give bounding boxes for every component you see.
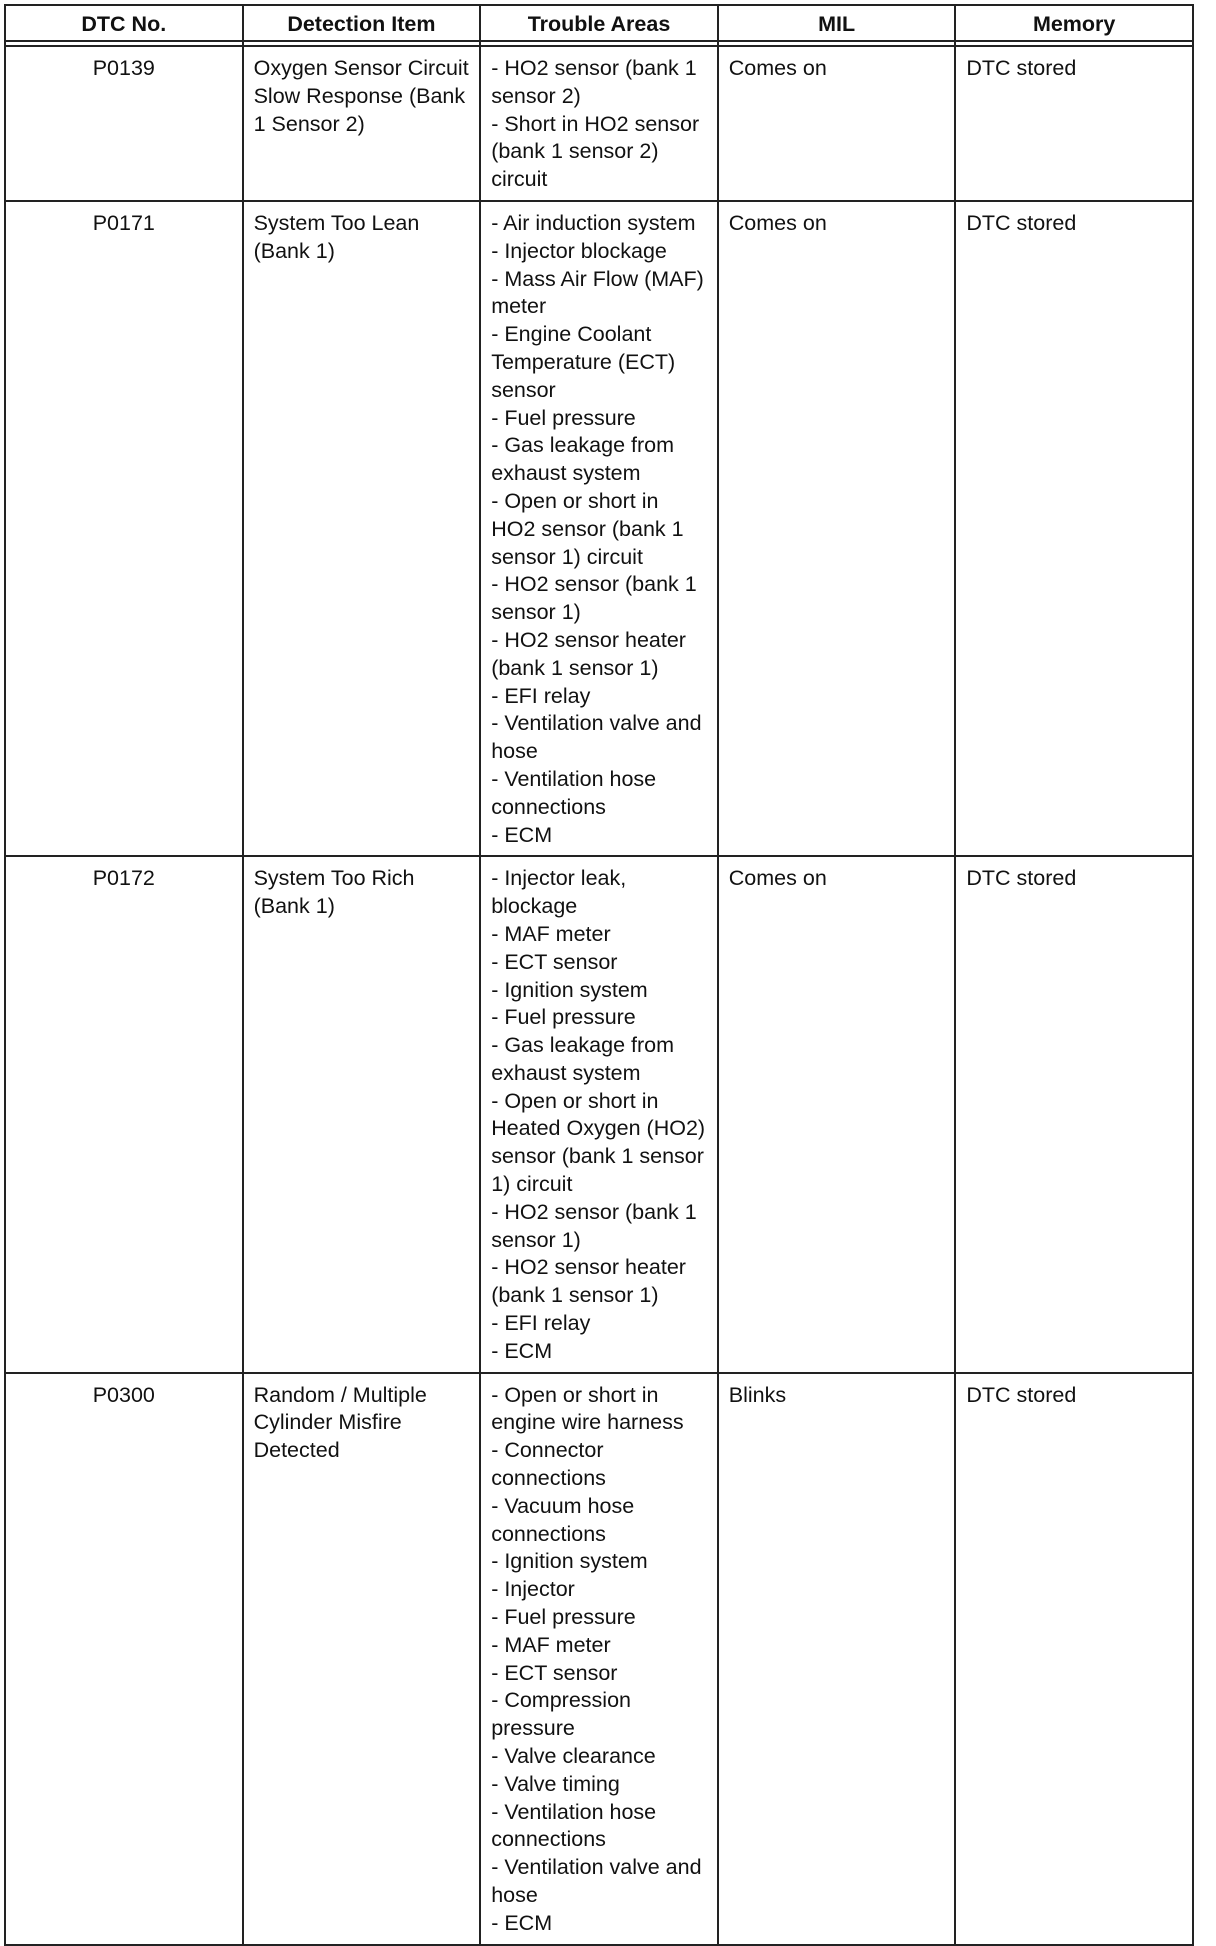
- trouble-area-item: - HO2 sensor (bank 1 sensor 1): [491, 1199, 697, 1252]
- detection-item-cell: Oxygen Sensor Circuit Slow Response (Bank 1 Sensor 2): [243, 46, 481, 201]
- trouble-area-item: - Injector: [491, 1577, 575, 1602]
- header-dtc-no: DTC No.: [5, 5, 243, 41]
- trouble-area-item: - Ventilation hose connections: [491, 766, 657, 819]
- trouble-area-item: - Short in HO2 sensor (bank 1 sensor 2) circuit: [491, 111, 700, 192]
- trouble-area-item: - HO2 sensor (bank 1 sensor 2): [491, 56, 697, 108]
- trouble-areas-cell: [480, 201, 718, 856]
- trouble-areas-cell: [480, 1373, 718, 1945]
- memory-cell: DTC stored: [955, 201, 1193, 856]
- trouble-area-item: - Injector blockage: [491, 238, 667, 263]
- trouble-area-item: - Engine Coolant Temperature (ECT) sensor: [491, 322, 676, 402]
- trouble-area-item: - Valve clearance: [491, 1744, 656, 1769]
- mil-cell: Blinks: [718, 1373, 956, 1945]
- dtc-code-cell: P0139: [5, 46, 243, 201]
- detection-item-cell: System Too Rich (Bank 1): [243, 856, 481, 1372]
- trouble-area-item: - MAF meter: [491, 1632, 611, 1657]
- trouble-area-item: - Ignition system: [491, 977, 648, 1002]
- trouble-area-item: - Air induction system: [491, 210, 696, 235]
- trouble-area-item: - Connector connections: [491, 1438, 606, 1491]
- memory-cell: DTC stored: [955, 856, 1193, 1372]
- dtc-table: [4, 4, 1194, 1946]
- memory-cell: DTC stored: [955, 1373, 1193, 1945]
- trouble-area-item: - Mass Air Flow (MAF) meter: [491, 266, 704, 319]
- table-row: [5, 201, 1193, 856]
- dtc-code-cell: P0171: [5, 201, 243, 856]
- mil-cell: Comes on: [718, 201, 956, 856]
- trouble-area-item: - Fuel pressure: [491, 1005, 636, 1030]
- header-trouble-areas: Trouble Areas: [480, 5, 718, 41]
- trouble-area-item: - Injector leak, blockage: [491, 866, 627, 919]
- trouble-area-item: - Open or short in Heated Oxygen (HO2) sensor (bank 1 sensor 1) circuit: [491, 1088, 706, 1197]
- table-row: [5, 856, 1193, 1372]
- trouble-area-item: - Ignition system: [491, 1549, 648, 1574]
- trouble-area-item: - Valve timing: [491, 1771, 620, 1796]
- table-row: [5, 1373, 1193, 1945]
- detection-item-cell: System Too Lean (Bank 1): [243, 201, 481, 856]
- trouble-area-item: - ECM: [491, 1910, 553, 1935]
- trouble-area-item: - HO2 sensor heater (bank 1 sensor 1): [491, 627, 686, 680]
- header-detection-item: Detection Item: [243, 5, 481, 41]
- trouble-area-item: - MAF meter: [491, 921, 611, 946]
- table-row: [5, 46, 1193, 201]
- mil-cell: Comes on: [718, 856, 956, 1372]
- trouble-areas-cell: [480, 856, 718, 1372]
- trouble-area-item: - ECT sensor: [491, 1660, 618, 1685]
- trouble-area-item: - ECM: [491, 1338, 553, 1363]
- trouble-area-item: - Open or short in HO2 sensor (bank 1 sensor 1) circuit: [491, 488, 684, 569]
- mil-cell: Comes on: [718, 46, 956, 201]
- header-mil: MIL: [718, 5, 956, 41]
- trouble-area-item: - Compression pressure: [491, 1688, 631, 1741]
- trouble-area-item: - HO2 sensor heater (bank 1 sensor 1): [491, 1255, 686, 1308]
- dtc-code-cell: P0172: [5, 856, 243, 1372]
- trouble-area-item: - ECT sensor: [491, 949, 618, 974]
- trouble-area-item: - Vacuum hose connections: [491, 1493, 635, 1546]
- trouble-areas-cell: [480, 46, 718, 201]
- trouble-area-item: - Gas leakage from exhaust system: [491, 1033, 675, 1085]
- memory-cell: DTC stored: [955, 46, 1193, 201]
- trouble-area-item: - EFI relay: [491, 683, 591, 708]
- header-row: [5, 5, 1193, 41]
- trouble-area-item: - EFI relay: [491, 1311, 591, 1336]
- trouble-area-item: - Open or short in engine wire harness: [491, 1382, 684, 1435]
- trouble-area-item: - Ventilation valve and hose: [491, 1855, 702, 1907]
- trouble-area-item: - Gas leakage from exhaust system: [491, 433, 675, 486]
- trouble-area-item: - Fuel pressure: [491, 1605, 636, 1630]
- trouble-area-item: - Fuel pressure: [491, 405, 636, 430]
- table-body: [5, 46, 1193, 1945]
- header-memory: Memory: [955, 5, 1193, 41]
- trouble-area-item: - Ventilation valve and hose: [491, 711, 702, 764]
- detection-item-cell: Random / Multiple Cylinder Misfire Detected: [243, 1373, 481, 1945]
- dtc-code-cell: P0300: [5, 1373, 243, 1945]
- trouble-area-item: - HO2 sensor (bank 1 sensor 1): [491, 572, 697, 625]
- table-header: [5, 5, 1193, 46]
- trouble-area-item: - ECM: [491, 822, 553, 847]
- trouble-area-item: - Ventilation hose connections: [491, 1799, 657, 1852]
